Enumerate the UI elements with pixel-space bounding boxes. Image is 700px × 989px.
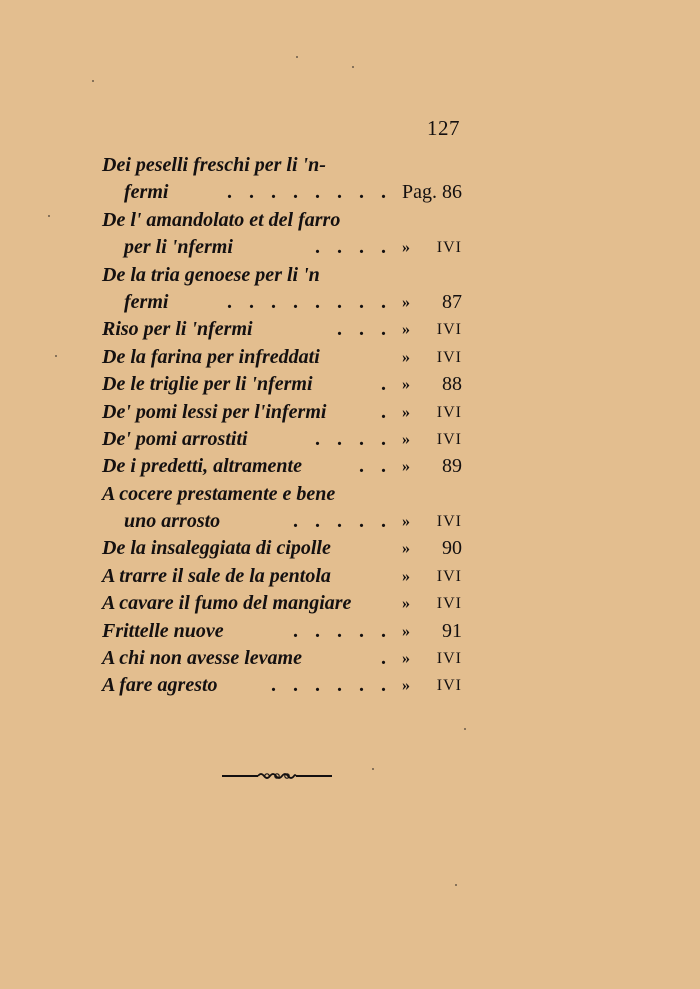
toc-entry-title: A cocere prestamente e bene xyxy=(102,482,336,505)
toc-page-ref: IVI xyxy=(436,321,462,339)
toc-entry-line xyxy=(102,672,462,699)
toc-entry-line xyxy=(102,262,462,289)
toc-ditto-mark: » xyxy=(402,595,410,613)
toc-page-ref: IVI xyxy=(436,403,462,421)
toc-page-ref: 90 xyxy=(442,537,462,560)
toc-entry-title: De la farina per infreddati xyxy=(102,345,320,368)
toc-entry-title: De la insaleggiata di cipolle xyxy=(102,537,331,560)
toc-page-ref xyxy=(398,179,462,206)
toc-entry-line xyxy=(102,371,462,398)
paper-speck xyxy=(55,355,57,357)
toc-entry-title: De' pomi arrostiti xyxy=(102,427,248,450)
toc-entry-title: De l' amandolato et del farro xyxy=(102,208,341,231)
toc-entry-line xyxy=(102,535,462,562)
toc-ditto-mark: » xyxy=(402,458,410,476)
paper-speck xyxy=(48,215,50,217)
toc-pag-label: Pag. xyxy=(402,181,437,204)
toc-page-ref: 87 xyxy=(442,290,462,313)
toc-ditto-mark: » xyxy=(402,513,410,531)
toc-entry-line xyxy=(102,207,462,234)
toc-entry-line xyxy=(102,508,462,535)
page-number: 127 xyxy=(427,116,460,140)
paper-speck xyxy=(372,768,374,770)
toc-entry-title: fermi xyxy=(124,181,169,204)
toc-entry-line xyxy=(102,179,462,206)
toc-entry-title: A cavare il fumo del mangiare xyxy=(102,592,352,615)
toc-ditto-mark: » xyxy=(402,567,410,585)
table-of-contents xyxy=(102,152,462,700)
toc-entry-title: De' pomi lessi per l'infermi xyxy=(102,400,327,423)
toc-entry-line xyxy=(102,481,462,508)
toc-entry-line xyxy=(102,563,462,590)
toc-entry-title: per li 'nfermi xyxy=(124,236,233,259)
toc-page-ref: 89 xyxy=(442,455,462,478)
paper-speck xyxy=(352,66,354,68)
toc-page-ref: IVI xyxy=(436,677,462,695)
toc-entry-line xyxy=(102,316,462,343)
toc-entry-title: A chi non avesse levame xyxy=(102,647,302,670)
toc-entry-title: uno arrosto xyxy=(124,510,221,533)
toc-entry-title: fermi xyxy=(124,290,169,313)
paper-speck xyxy=(92,80,94,82)
toc-entry-title: De le triglie per li 'nfermi xyxy=(102,373,313,396)
toc-ditto-mark: » xyxy=(402,430,410,448)
toc-entry-line xyxy=(102,453,462,480)
toc-page-ref: IVI xyxy=(436,348,462,366)
toc-page-ref: IVI xyxy=(436,650,462,668)
toc-entry-line xyxy=(102,399,462,426)
toc-page-ref: IVI xyxy=(436,430,462,448)
toc-ditto-mark: » xyxy=(402,403,410,421)
toc-entry-line xyxy=(102,289,462,316)
toc-page-ref: 91 xyxy=(442,619,462,642)
toc-entry-title: A fare agresto xyxy=(102,674,218,697)
toc-ditto-mark: » xyxy=(402,239,410,257)
toc-dot-leader: . . . xyxy=(337,318,392,341)
toc-ditto-mark: » xyxy=(402,540,410,558)
toc-page-ref: IVI xyxy=(436,595,462,613)
toc-ditto-mark: » xyxy=(402,622,410,640)
toc-dot-leader: . . . . . . . . xyxy=(227,290,392,313)
toc-entry-title: Riso per li 'nfermi xyxy=(102,318,253,341)
toc-entry-line xyxy=(102,426,462,453)
toc-entry-title: De la tria genoese per li 'n xyxy=(102,263,320,286)
toc-entry-title: Dei peselli freschi per li 'n- xyxy=(102,154,326,176)
paper-speck xyxy=(455,884,457,886)
toc-dot-leader: . . . . . xyxy=(293,510,392,533)
toc-dot-leader: . xyxy=(381,400,392,423)
toc-entry-line xyxy=(102,234,462,261)
toc-ditto-mark: » xyxy=(402,321,410,339)
toc-entry-title: De i predetti, altramente xyxy=(102,455,302,478)
toc-page-ref: 88 xyxy=(442,373,462,396)
toc-entry-title: A trarre il sale de la pentola xyxy=(102,564,331,587)
toc-page-ref: IVI xyxy=(436,239,462,257)
toc-ditto-mark: » xyxy=(402,650,410,668)
toc-entry-line xyxy=(102,590,462,617)
paper-speck xyxy=(296,56,298,58)
toc-entry-title: Frittelle nuove xyxy=(102,619,224,642)
tailpiece-ornament-icon xyxy=(222,770,332,782)
toc-ditto-mark: » xyxy=(402,677,410,695)
toc-ditto-mark: » xyxy=(402,293,410,311)
toc-dot-leader: . xyxy=(381,373,392,396)
toc-page-ref: IVI xyxy=(436,513,462,531)
toc-entry-line xyxy=(102,344,462,371)
toc-dot-leader: . . xyxy=(359,455,392,478)
toc-ditto-mark: » xyxy=(402,376,410,394)
toc-page-ref: IVI xyxy=(436,567,462,585)
toc-entry-line xyxy=(102,645,462,672)
toc-dot-leader: . . . . xyxy=(315,427,392,450)
toc-dot-leader: . . . . . xyxy=(293,619,392,642)
toc-entry-line xyxy=(102,152,462,179)
toc-page-number: 86 xyxy=(442,181,462,204)
toc-dot-leader: . xyxy=(381,647,392,670)
toc-ditto-mark: » xyxy=(402,348,410,366)
paper-speck xyxy=(464,728,466,730)
toc-dot-leader: . . . . xyxy=(315,236,392,259)
toc-dot-leader: . . . . . . . . xyxy=(227,181,392,204)
toc-entry-line xyxy=(102,618,462,645)
toc-dot-leader: . . . . . . xyxy=(271,674,392,697)
